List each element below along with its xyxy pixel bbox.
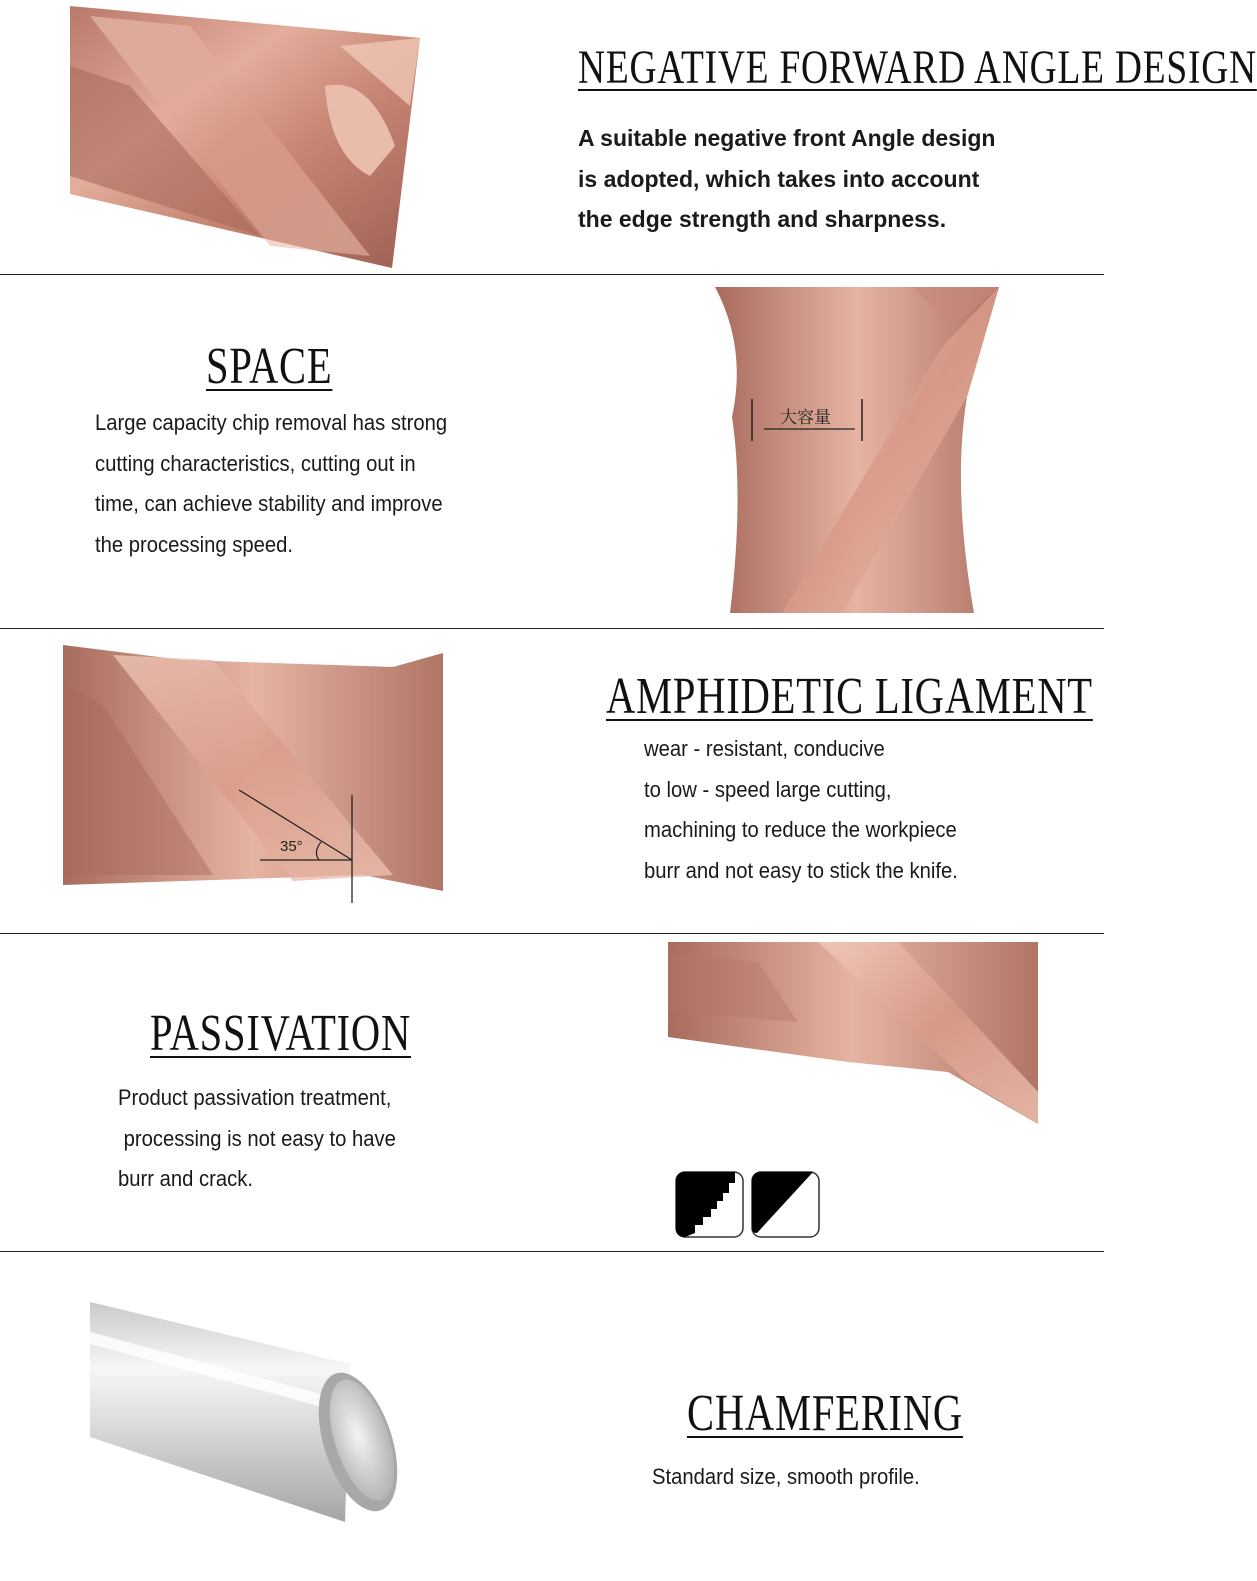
description-line: to low - speed large cutting, [644,776,892,802]
section-heading: CHAMFERING [687,1385,963,1442]
description-line: burr and not easy to stick the knife. [644,857,958,883]
description-line: wear - resistant, conducive [644,736,885,761]
shank-image [90,1302,410,1522]
description-line: is adopted, which takes into account [578,165,980,192]
description-line: time, can achieve stability and improve [95,491,443,516]
section-description [118,1078,396,1200]
section-chamfering [0,1252,1104,1581]
section-description [644,729,958,891]
section-description [95,403,447,565]
description-line: burr and crack. [118,1166,253,1191]
description-line: the processing speed. [95,531,294,557]
section-description [578,118,995,240]
helix-angle-image [63,645,453,925]
serrated-edge-icon [675,1171,745,1239]
angle-label: 35° [280,838,303,855]
flute-capacity-image [712,287,1012,617]
section-space [0,275,1104,628]
description-line: the edge strength and sharpness. [578,206,947,232]
description-line: A suitable negative front Angle design [578,125,996,151]
passivated-edge-image [668,942,1040,1127]
description-line: Large capacity chip removal has strong [95,410,448,435]
section-negative-angle [0,0,1257,274]
section-heading: AMPHIDETIC LIGAMENT [606,668,1093,725]
description-line: Standard size, smooth profile. [652,1464,920,1489]
description-line: Product passivation treatment, [118,1085,392,1110]
section-description [652,1462,920,1492]
description-line: machining to reduce the workpiece [644,817,957,842]
section-heading: NEGATIVE FORWARD ANGLE DESIGN [578,41,1257,94]
smooth-edge-icon [751,1171,821,1239]
drill-tip-image [70,6,430,276]
section-heading: PASSIVATION [150,1005,412,1062]
description-line: processing is not easy to have [118,1125,396,1151]
section-amphidetic [0,629,1104,933]
description-line: cutting characteristics, cutting out in [95,450,416,476]
capacity-label: 大容量 [780,408,831,428]
section-passivation [0,934,1104,1251]
section-heading: SPACE [206,338,333,395]
